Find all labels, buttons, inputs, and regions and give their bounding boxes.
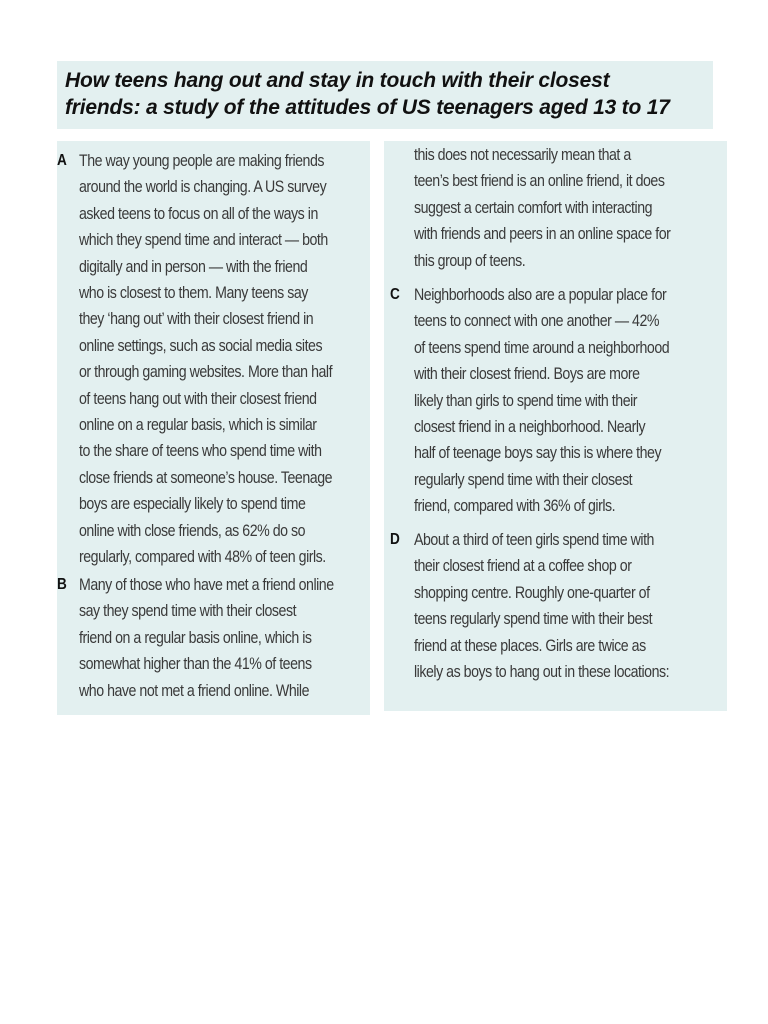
text-line: likely than girls to spend time with their xyxy=(414,391,638,410)
text-line: online with close friends, as 62% do so xyxy=(79,521,306,540)
text-line: likely as boys to hang out in these locations: xyxy=(414,663,670,682)
section-d-text xyxy=(414,527,669,685)
section-letter-c: C xyxy=(390,286,400,303)
text-line: of teens spend time around a neighborhood xyxy=(414,338,670,357)
text-line: half of teenage boys say this is where they xyxy=(414,444,662,463)
title-line-1: How teens hang out and stay in touch with their closest xyxy=(65,69,610,92)
text-line: which they spend time and interact — both xyxy=(79,231,328,250)
section-letter-d: D xyxy=(390,531,400,548)
text-line: they ‘hang out’ with their closest friend in xyxy=(79,310,314,329)
section-b-continuation xyxy=(414,142,670,274)
section-letter-b: B xyxy=(57,576,67,593)
text-line: close friends at someone’s house. Teenage xyxy=(79,468,333,487)
text-line: somewhat higher than the 41% of teens xyxy=(79,655,312,674)
title-line-2: friends: a study of the attitudes of US teenagers aged 13 to 17 xyxy=(65,96,670,119)
text-line: who is closest to them. Many teens say xyxy=(79,284,308,303)
text-line: who have not met a friend online. While xyxy=(79,681,310,700)
text-line: friend, compared with 36% of girls. xyxy=(414,497,616,516)
text-line: online on a regular basis, which is similar xyxy=(79,416,317,435)
text-line: suggest a certain comfort with interacting xyxy=(414,198,653,217)
text-line: digitally and in person — with the friend xyxy=(79,257,308,276)
text-line: with friends and peers in an online space for xyxy=(414,225,671,244)
text-line: boys are especially likely to spend time xyxy=(79,495,306,514)
text-line: with their closest friend. Boys are more xyxy=(414,365,640,384)
text-line: this does not necessarily mean that a xyxy=(414,146,631,164)
text-line: of teens hang out with their closest friend xyxy=(79,389,317,408)
text-line: say they spend time with their closest xyxy=(79,602,297,621)
text-line: The way young people are making friends xyxy=(79,152,325,170)
text-line: to the share of teens who spend time with xyxy=(79,442,322,461)
text-line: or through gaming websites. More than half xyxy=(79,363,333,382)
text-line: teens regularly spend time with their best xyxy=(414,610,653,629)
text-line: around the world is changing. A US survey xyxy=(79,178,327,197)
text-line: regularly, compared with 48% of teen girls. xyxy=(79,548,326,567)
article-title xyxy=(65,67,705,121)
text-line: closest friend in a neighborhood. Nearly xyxy=(414,418,646,437)
text-line: teen’s best friend is an online friend, it does xyxy=(414,172,665,191)
text-line: About a third of teen girls spend time with xyxy=(414,531,654,549)
section-letter-a: A xyxy=(57,152,67,169)
text-line: regularly spend time with their closest xyxy=(414,470,633,489)
text-line: friend at these places. Girls are twice as xyxy=(414,636,646,655)
text-line: teens to connect with one another — 42% xyxy=(414,312,660,331)
section-a-text xyxy=(79,148,332,571)
text-line: this group of teens. xyxy=(414,251,526,270)
text-line: Neighborhoods also are a popular place for xyxy=(414,286,667,304)
section-b-text xyxy=(79,572,334,704)
text-line: asked teens to focus on all of the ways in xyxy=(79,204,318,223)
text-line: shopping centre. Roughly one-quarter of xyxy=(414,583,650,602)
title-box xyxy=(57,61,713,129)
text-line: their closest friend at a coffee shop or xyxy=(414,557,632,576)
section-c-text xyxy=(414,282,669,520)
text-line: Many of those who have met a friend online xyxy=(79,576,334,594)
text-line: friend on a regular basis online, which is xyxy=(79,628,312,647)
text-line: online settings, such as social media sites xyxy=(79,336,323,355)
